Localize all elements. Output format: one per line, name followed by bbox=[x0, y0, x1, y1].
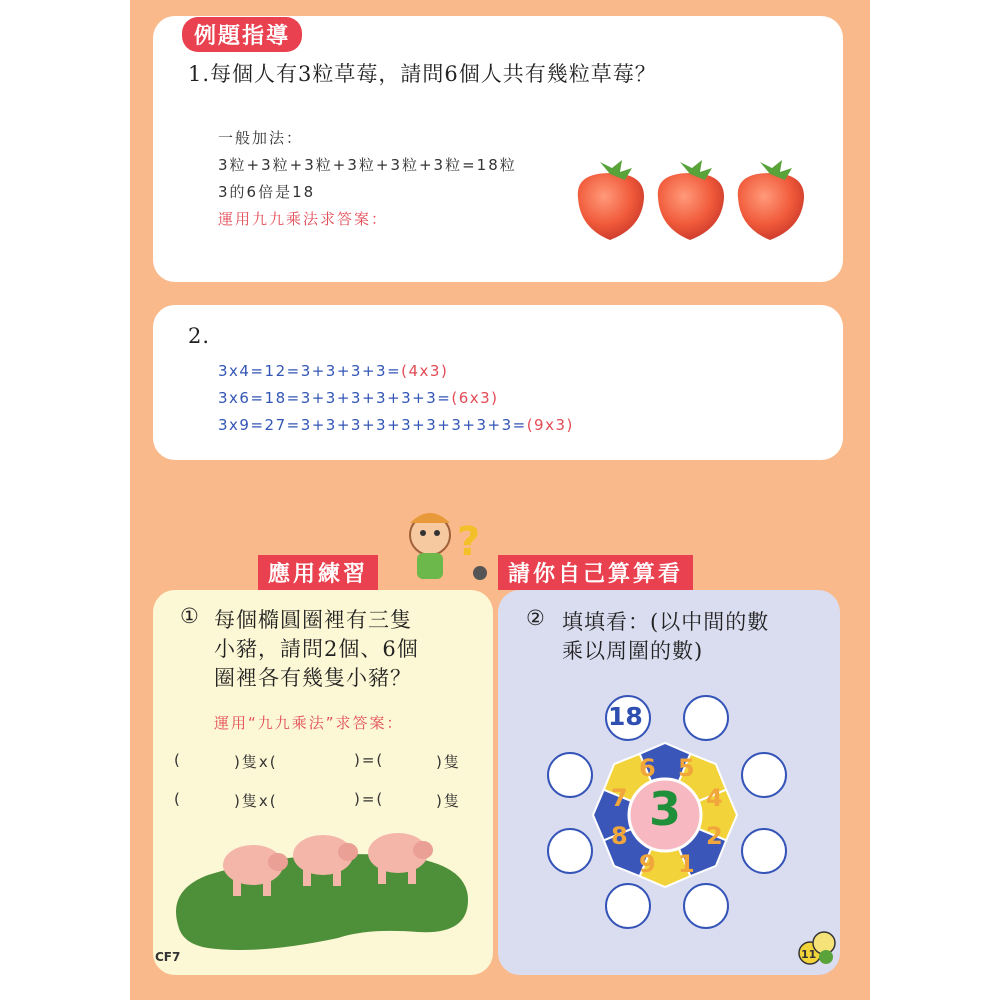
answer-bubble[interactable] bbox=[741, 752, 787, 798]
answer-bubble[interactable] bbox=[683, 695, 729, 741]
equation-row bbox=[218, 362, 448, 380]
practice-1-line: 小豬，請問2個、6個 bbox=[214, 637, 419, 661]
practice-banner-left: 應用練習 bbox=[258, 555, 378, 590]
strawberry-icon bbox=[738, 160, 804, 240]
answer-bubble[interactable] bbox=[547, 828, 593, 874]
question-1: 1.每個人有3粒草莓，請問6個人共有幾粒草莓？ bbox=[188, 62, 657, 86]
method-hint: 運用九九乘法求答案： bbox=[218, 210, 389, 228]
practice-1-line: 圈裡各有幾隻小豬？ bbox=[214, 666, 412, 690]
answer-bubble[interactable] bbox=[547, 752, 593, 798]
method-times: 3的6倍是18 bbox=[218, 183, 316, 201]
equation-answer: (6x3) bbox=[451, 389, 499, 407]
petal-number: 4 bbox=[706, 784, 723, 812]
pigs-image bbox=[168, 820, 473, 955]
equation-answer: (4x3) bbox=[401, 362, 449, 380]
petal-number: 2 bbox=[706, 822, 723, 850]
question-2: 2. bbox=[188, 324, 211, 348]
practice-banner-right: 請你自己算算看 bbox=[498, 555, 693, 590]
petal-number: 6 bbox=[639, 754, 656, 782]
petal-number: 7 bbox=[611, 784, 628, 812]
blank-open: ( bbox=[174, 751, 182, 769]
strawberries-image bbox=[570, 158, 820, 248]
strawberry-icon bbox=[578, 160, 644, 240]
page-code: CF7 bbox=[155, 950, 181, 964]
equation-row bbox=[218, 389, 499, 407]
blank-open: ( bbox=[174, 790, 182, 808]
method-title: 一般加法： bbox=[218, 129, 304, 147]
answer-bubble[interactable] bbox=[741, 828, 787, 874]
blank-unit-times: )隻x( bbox=[234, 792, 278, 810]
filled-answer: 18 bbox=[608, 702, 643, 731]
practice-2-line: 填填看：(以中間的數 bbox=[562, 610, 770, 634]
practice-1-line: 每個橢圓圈裡有三隻 bbox=[214, 608, 412, 632]
equation-text: 3x9=27=3+3+3+3+3+3+3+3+3= bbox=[218, 416, 527, 434]
petal-number: 1 bbox=[678, 850, 695, 878]
practice-1-number: ① bbox=[180, 604, 200, 628]
equation-answer: (9x3) bbox=[526, 416, 574, 434]
center-number: 3 bbox=[649, 782, 682, 836]
page-number: 11 bbox=[801, 948, 817, 961]
practice-1-hint: 運用“九九乘法”求答案： bbox=[214, 714, 404, 732]
example-badge: 例題指導 bbox=[182, 17, 302, 52]
method-sum: 3粒+3粒+3粒+3粒+3粒+3粒=18粒 bbox=[218, 156, 517, 174]
equation-text: 3x4=12=3+3+3+3= bbox=[218, 362, 402, 380]
equation-text: 3x6=18=3+3+3+3+3+3= bbox=[218, 389, 452, 407]
svg-text:?: ? bbox=[457, 519, 481, 565]
blank-unit: )隻 bbox=[436, 753, 461, 771]
petal-number: 9 bbox=[639, 850, 656, 878]
practice-2-number: ② bbox=[526, 606, 546, 630]
mascot-icon bbox=[395, 505, 495, 585]
petal-number: 5 bbox=[678, 754, 695, 782]
blank-equals: )=( bbox=[354, 790, 385, 808]
strawberry-icon bbox=[658, 160, 724, 240]
blank-equals: )=( bbox=[354, 751, 385, 769]
blank-unit-times: )隻x( bbox=[234, 753, 278, 771]
practice-2-line: 乘以周圍的數) bbox=[562, 639, 704, 663]
blank-unit: )隻 bbox=[436, 792, 461, 810]
example-card-2 bbox=[153, 305, 843, 460]
petal-number: 8 bbox=[611, 822, 628, 850]
equation-row bbox=[218, 416, 574, 434]
